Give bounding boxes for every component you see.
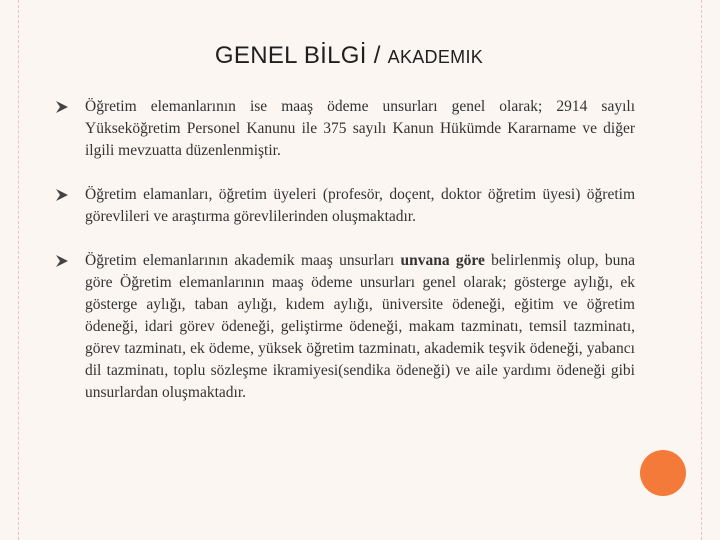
bullet-item: [55, 184, 635, 228]
bullet-text-bold: unvana göre: [400, 252, 485, 269]
bullet-item: [55, 250, 635, 404]
arrow-bullet-icon: [55, 100, 69, 114]
bullet-text: Öğretim elemanlarının ise maaş ödeme unsurları genel olarak; 2914 sayılı Yükseköğretim Personel Kanunu ile 375 sayılı Kanun Hükümde Kararname ve diğer ilgili mevzuatta düzenlenmiştir.: [85, 98, 635, 159]
bullet-item: [55, 96, 635, 162]
bullet-text: Öğretim elamanları, öğretim üyeleri (profesör, doçent, doktor öğretim üyesi) öğretim görevlileri ve araştırma görevlilerinden oluşmaktadır.: [85, 186, 635, 225]
bullet-text-post: belirlenmiş olup, buna göre Öğretim elemanlarının maaş ödeme unsurları genel olarak; gösterge aylığı, ek gösterge aylığı, taban aylığı, kıdem aylığı, üniversite ödeneği, eğitim ve öğretim ödeneği, idari görev ödeneği, geliştirme ödeneği, makam tazminatı, temsil tazminatı, görev tazminatı, ek ödeme, yüksek öğretim tazminatı, akademik teşvik ödeneği, yabancı dil tazminatı, toplu sözleşme ikramiyesi(sendika ödeneği) ve aile yardımı ödeneği gibi unsurlardan oluşmaktadır.: [85, 252, 635, 401]
page-title: [19, 42, 679, 70]
accent-circle: [640, 450, 686, 496]
arrow-bullet-icon: [55, 188, 69, 202]
bullet-list: [55, 96, 635, 426]
slide-frame: [18, 0, 702, 540]
bullet-text-pre: Öğretim elemanlarının akademik maaş unsurları: [85, 252, 401, 269]
title-sub: AKADEMIK: [387, 47, 484, 67]
arrow-bullet-icon: [55, 254, 69, 268]
title-main: GENEL BİLGİ /: [214, 42, 381, 69]
